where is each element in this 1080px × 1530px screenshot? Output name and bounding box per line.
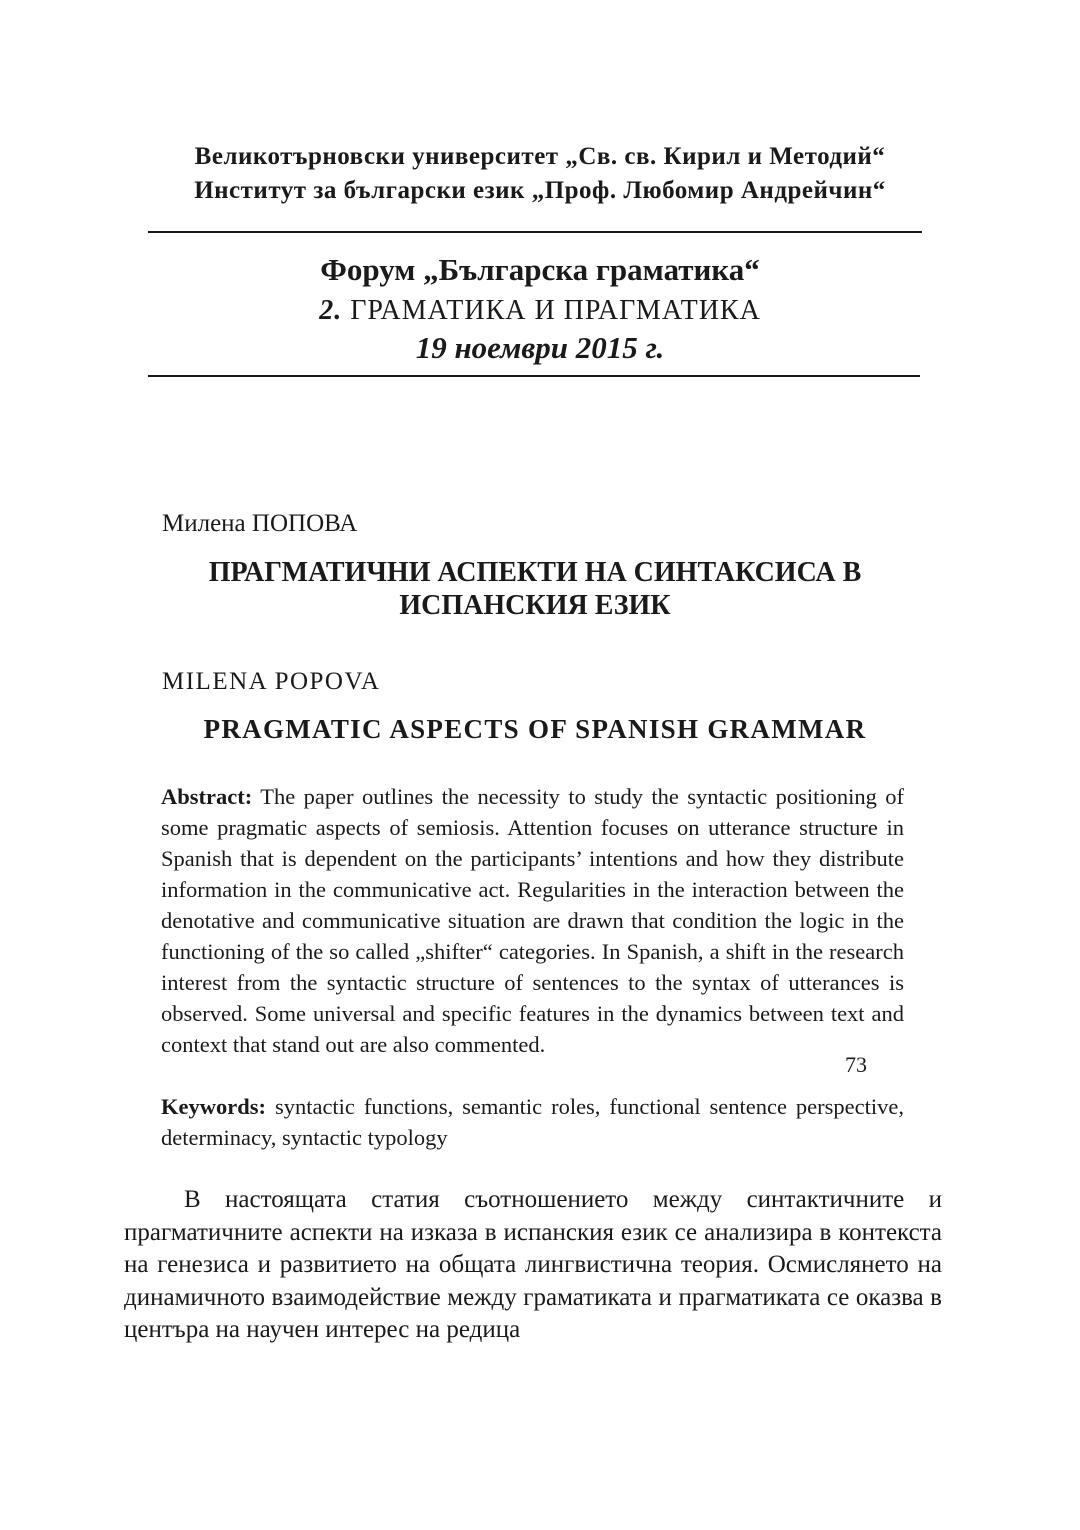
keywords-label: Keywords:: [161, 1094, 266, 1119]
institution-line-1: Великотърновски университет „Св. св. Кирил и Методий“: [194, 143, 886, 170]
keywords: [161, 1091, 904, 1153]
forum-date: 19 ноември 2015 г.: [415, 330, 665, 365]
body-paragraph: В настоящата статия съотношението между синтактичните и прагматичните аспекти на изказа в испанския език се анализира в контекста на генезиса и развитието на общата лингвистична теория. Осмислянето на динамичното взаимодействие между граматиката и прагматиката се оказва в центъра на научен интерес на редица: [124, 1186, 942, 1343]
author-name-en: MILENA POPOVA: [162, 668, 381, 695]
forum-subtitle: [100, 295, 980, 327]
article-title-en: PRAGMATIC ASPECTS OF SPANISH GRAMMAR: [203, 714, 867, 744]
article-title-bg: ПРАГМАТИЧНИ АСПЕКТИ НА СИНТАКСИСА В ИСПАНСКИЯ ЕЗИК: [208, 557, 862, 621]
author-name-bg: Милена ПОПОВА: [162, 510, 358, 537]
forum-subtitle-text: ГРАМАТИКА И ПРАГМАТИКА: [350, 295, 761, 326]
header-divider-top: [148, 231, 922, 233]
institution-line-2: Институт за български език „Проф. Любомир Андрейчин“: [194, 177, 886, 204]
keywords-text: syntactic functions, semantic roles, functional sentence perspective, determinacy, syntactic typology: [161, 1094, 905, 1150]
abstract-text: The paper outlines the necessity to study the syntactic positioning of some pragmatic aspects of semiosis. Attention focuses on utterance structure in Spanish that is dependent on the participants’ intentions and how they distribute information in the communicative act. Regularities in the interaction between the denotative and communicative situation are drawn that condition the logic in the functioning of the so called „shifter“ categories. In Spanish, a shift in the research interest from the syntactic structure of sentences to the syntax of utterances is observed. Some universal and specific features in the dynamics between text and context that stand out are also commented.: [161, 784, 904, 1057]
abstract-label: Abstract:: [161, 784, 253, 809]
header-divider-bottom: [148, 375, 920, 377]
page-number: 73: [845, 1052, 867, 1077]
abstract: [161, 781, 904, 1060]
forum-title: Форум „Българска граматика“: [320, 252, 760, 287]
forum-subtitle-number: 2.: [319, 295, 343, 326]
